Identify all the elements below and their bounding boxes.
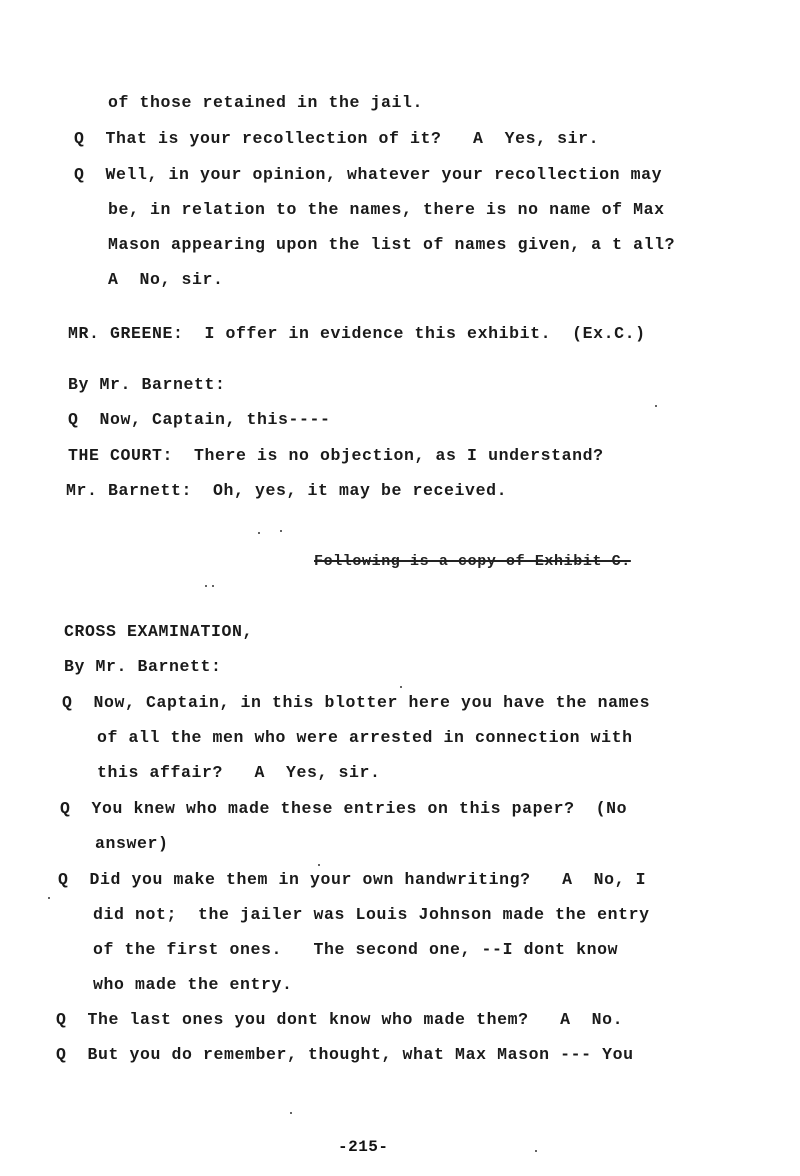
question-continuation-line: be, in relation to the names, there is no name of Max [108,200,665,219]
question-answer-line: Q The last ones you dont know who made them? A No. [56,1010,624,1029]
answer-line: this affair? A Yes, sir. [97,763,381,782]
page-number: -215- [338,1138,389,1156]
testimony-line: of those retained in the jail. [108,93,424,112]
scan-speck [655,405,657,407]
scan-speck [205,585,207,587]
answer-line: A No, sir. [108,270,224,289]
examiner-heading: By Mr. Barnett: [64,657,222,676]
question-continuation-line: answer) [95,834,169,853]
answer-continuation-line: who made the entry. [93,975,293,994]
examiner-heading: By Mr. Barnett: [68,375,226,394]
question-line: Q Now, Captain, this---- [68,410,331,429]
question-line: Q Now, Captain, in this blotter here you have the names [62,693,651,712]
answer-continuation-line: of the first ones. The second one, --I dont know [93,940,619,959]
speaker-statement-greene: MR. GREENE: I offer in evidence this exhibit. (Ex.C.) [68,324,646,343]
question-answer-line: Q Did you make them in your own handwriting? A No, I [58,870,647,889]
answer-continuation-line: did not; the jailer was Louis Johnson made the entry [93,905,650,924]
speaker-statement-barnett: Mr. Barnett: Oh, yes, it may be received. [66,481,508,500]
scan-speck [212,585,214,587]
scan-speck [400,686,402,688]
scan-speck [280,530,282,532]
question-answer-line: Q That is your recollection of it? A Yes, sir. [74,129,600,148]
scan-speck [290,1112,292,1114]
question-line: Q Well, in your opinion, whatever your recollection may [74,165,663,184]
scan-speck [535,1150,537,1152]
question-line: Q But you do remember, thought, what Max Mason --- You [56,1045,634,1064]
scan-speck [258,532,260,534]
scan-speck [48,897,50,899]
struck-exhibit-note: Following is a copy of Exhibit C. [314,553,631,570]
question-continuation-line: Mason appearing upon the list of names given, a t all? [108,235,676,254]
section-heading-cross-examination: CROSS EXAMINATION, [64,622,254,641]
question-line: Q You knew who made these entries on this paper? (No [60,799,628,818]
speaker-statement-court: THE COURT: There is no objection, as I understand? [68,446,604,465]
scan-speck [318,864,320,866]
question-continuation-line: of all the men who were arrested in connection with [97,728,633,747]
